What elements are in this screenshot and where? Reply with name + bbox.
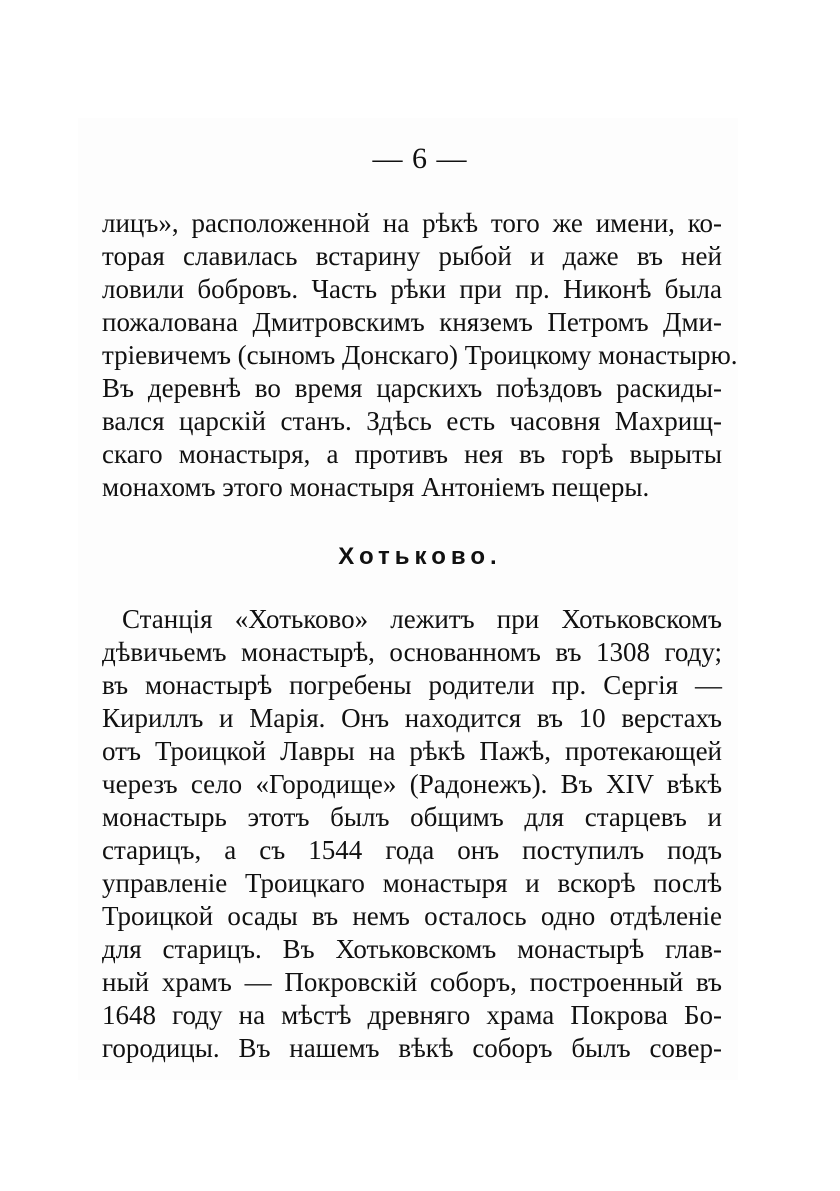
- text-line: старицъ, а съ 1544 года онъ поступилъ подъ: [102, 835, 722, 865]
- text-line: Кириллъ и Марія. Онъ находится въ 10 верстахъ: [102, 703, 722, 733]
- text-line: 1648 году на мѣстѣ древняго храма Покрова Бо-: [102, 1000, 722, 1030]
- text-line: черезъ село «Городище» (Радонежъ). Въ XIV вѣкѣ: [102, 769, 722, 799]
- paragraph-continuation: [102, 207, 738, 504]
- text-line: монахомъ этого монастыря Антоніемъ пещеры.: [102, 472, 650, 502]
- text-line: городицы. Въ нашемъ вѣкѣ соборъ былъ совер-: [102, 1033, 722, 1063]
- text-line: Троицкой осады въ немъ осталось одно отдѣленіе: [102, 901, 722, 931]
- text-line: пожалована Дмитровскимъ княземъ Петромъ Дми-: [102, 307, 722, 337]
- text-line: тріевичемъ (сыномъ Донскаго) Троицкому монастырю.: [102, 340, 738, 370]
- section-heading: Хотьково.: [338, 543, 502, 570]
- text-line: управленіе Троицкаго монастыря и вскорѣ послѣ: [102, 868, 722, 898]
- text-line: дѣвичьемъ монастырѣ, основанномъ въ 1308 году;: [102, 637, 722, 667]
- text-line: скаго монастыря, а противъ нея въ горѣ вырыты: [102, 439, 722, 469]
- paragraph-khotkovo: [102, 603, 722, 1065]
- text-line: вался царскій станъ. Здѣсь есть часовня Махрищ-: [102, 406, 722, 436]
- text-line: торая славилась встарину рыбой и даже въ ней: [102, 241, 722, 271]
- page-number: — 6 —: [372, 142, 468, 175]
- text-line: Станція «Хотьково» лежитъ при Хотьковскомъ: [122, 604, 722, 634]
- text-line: Въ деревнѣ во время царскихъ поѣздовъ раскиды-: [102, 373, 722, 403]
- text-line: въ монастырѣ погребены родители пр. Сергія —: [102, 670, 722, 700]
- text-line: отъ Троицкой Лавры на рѣкѣ Пажѣ, протекающей: [102, 736, 722, 766]
- text-line: монастырь этотъ былъ общимъ для старцевъ и: [102, 802, 722, 832]
- text-line: для старицъ. Въ Хотьковскомъ монастырѣ глав-: [102, 934, 722, 964]
- text-line: лицъ», расположенной на рѣкѣ того же имени, ко-: [102, 208, 722, 238]
- text-line: ловили бобровъ. Часть рѣки при пр. Никонѣ была: [102, 274, 722, 304]
- text-line: ный храмъ — Покровскій соборъ, построенный въ: [102, 967, 722, 997]
